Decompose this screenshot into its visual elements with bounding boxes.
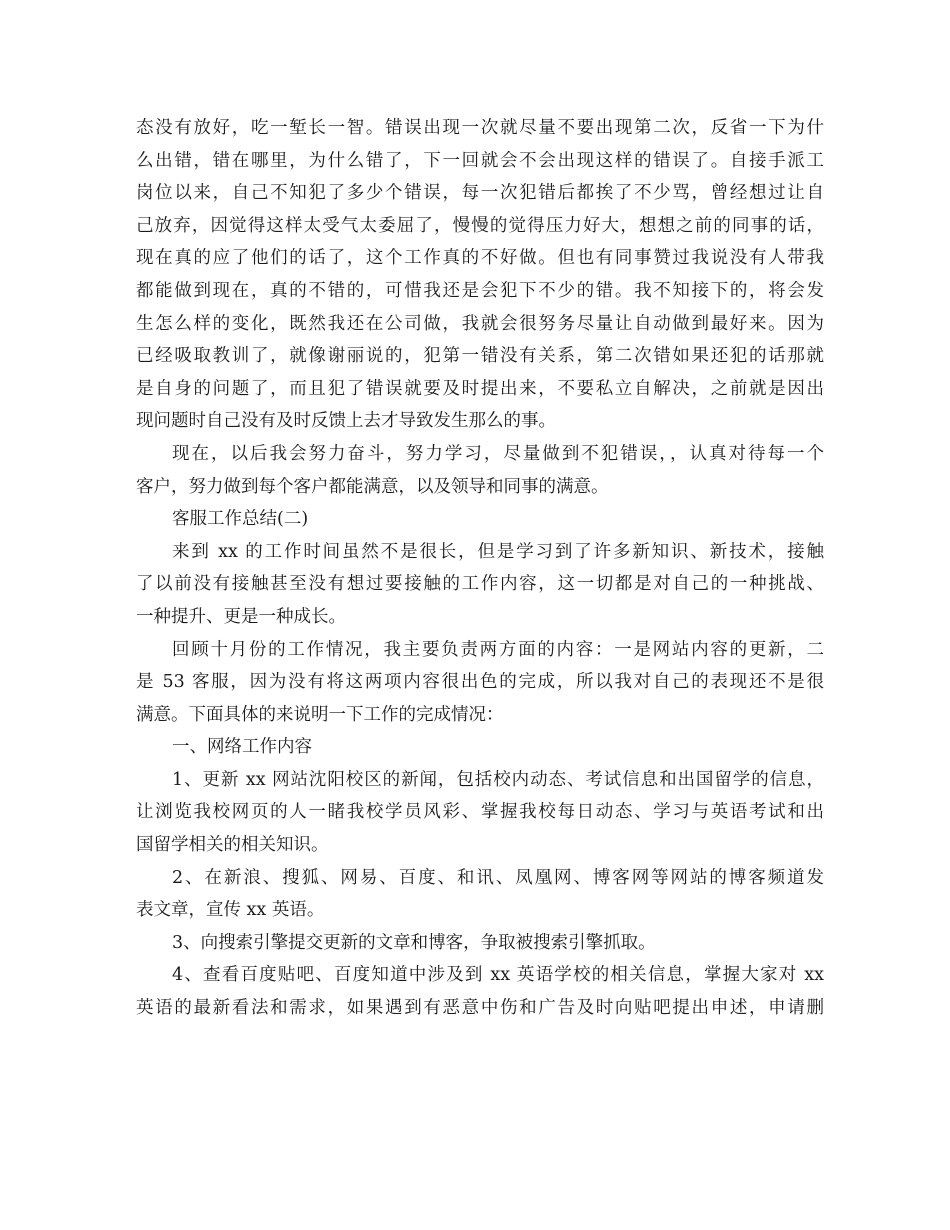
text-line: 国留学相关的相关知识。 bbox=[136, 835, 329, 856]
text-line: 是 53 客服，因为没有将这两项内容很出色的完成，所以我对自己的表现还不是很 bbox=[136, 672, 824, 693]
text-line: 现问题时自己没有及时反馈上去才导致发生那么的事。 bbox=[136, 411, 556, 432]
text-line: 岗位以来，自己不知犯了多少个错误，每一次犯错后都挨了不少骂，曾经想过让自 bbox=[136, 183, 824, 204]
document-body bbox=[136, 112, 824, 1025]
section-heading: 客服工作总结(二) bbox=[172, 509, 309, 530]
list-item: 4、查看百度贴吧、百度知道中涉及到 xx 英语学校的相关信息，掌握大家对 xx bbox=[172, 965, 824, 986]
text-line: 英语的最新看法和需求，如果遇到有恶意中伤和广告及时向贴吧提出申述，申请删 bbox=[136, 998, 824, 1019]
text-line: 现在，以后我会努力奋斗，努力学习，尽量做到不犯错误，，认真对待每一个 bbox=[172, 443, 824, 464]
text-line: 表文章，宣传 xx 英语。 bbox=[136, 900, 325, 921]
section-heading: 一、网络工作内容 bbox=[172, 737, 312, 758]
text-line: 是自身的问题了，而且犯了错误就要及时提出来，不要私立自解决，之前就是因出 bbox=[136, 378, 824, 399]
text-line: 都能做到现在，真的不错的，可惜我还是会犯下不少的错。我不知接下的，将会发 bbox=[136, 280, 824, 301]
list-item: 1、更新 xx 网站沈阳校区的新闻，包括校内动态、考试信息和出国留学的信息， bbox=[172, 769, 824, 790]
text-line: 来到 xx 的工作时间虽然不是很长，但是学习到了许多新知识、新技术，接触 bbox=[172, 541, 824, 562]
text-line: 么出错，错在哪里，为什么错了，下一回就会不会出现这样的错误了。自接手派工 bbox=[136, 150, 824, 171]
text-line: 让浏览我校网页的人一睹我校学员风彩、掌握我校每日动态、学习与英语考试和出 bbox=[136, 802, 824, 823]
text-line: 回顾十月份的工作情况，我主要负责两方面的内容：一是网站内容的更新，二 bbox=[172, 639, 824, 660]
text-line: 一种提升、更是一种成长。 bbox=[136, 606, 346, 627]
list-item: 3、向搜索引擎提交更新的文章和博客，争取被搜索引擎抓取。 bbox=[172, 932, 656, 953]
text-line: 现在真的应了他们的话了，这个工作真的不好做。但也有同事赞过我说没有人带我 bbox=[136, 248, 824, 269]
text-line: 客户，努力做到每个客户都能满意，以及领导和同事的满意。 bbox=[136, 476, 609, 497]
text-line: 满意。下面具体的来说明一下工作的完成情况： bbox=[136, 704, 504, 725]
text-line: 态没有放好，吃一堑长一智。错误出现一次就尽量不要出现第二次，反省一下为什 bbox=[136, 118, 824, 138]
text-line: 了以前没有接触甚至没有想过要接触的工作内容，这一切都是对自己的一种挑战、 bbox=[136, 574, 824, 595]
text-line: 生怎么样的变化，既然我还在公司做，我就会很努务尽量让自动做到最好来。因为 bbox=[136, 313, 824, 334]
text-line: 己放弃，因觉得这样太受气太委屈了，慢慢的觉得压力好大，想想之前的同事的话， bbox=[136, 215, 824, 236]
list-item: 2、在新浪、搜狐、网易、百度、和讯、凤凰网、博客网等网站的博客频道发 bbox=[172, 867, 824, 888]
text-line: 已经吸取教训了，就像谢丽说的，犯第一错没有关系，第二次错如果还犯的话那就 bbox=[136, 346, 824, 367]
